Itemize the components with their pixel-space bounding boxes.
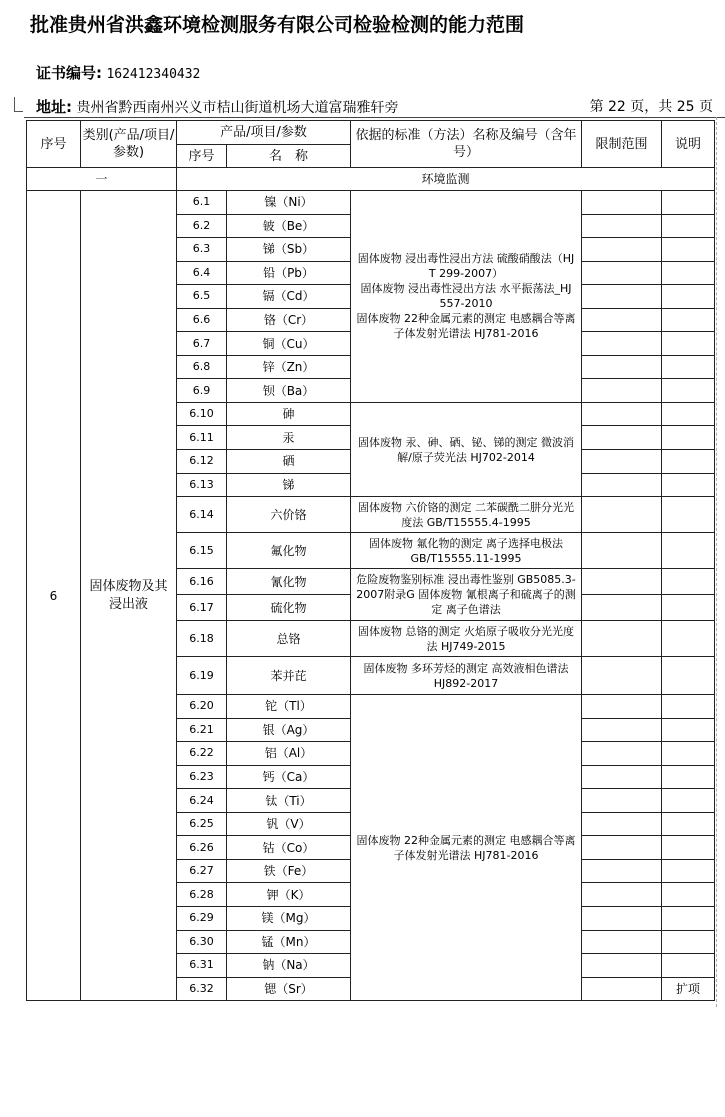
document-title: 批准贵州省洪鑫环境检测服务有限公司检验检测的能力范围 — [30, 14, 525, 36]
item-seq: 6.32 — [177, 977, 227, 1001]
item-name: 钡（Ba） — [227, 379, 351, 403]
item-name: 汞 — [227, 426, 351, 450]
item-name: 氟化物 — [227, 533, 351, 569]
item-seq: 6.31 — [177, 954, 227, 978]
note-cell — [662, 238, 715, 262]
header-sub-seq: 序号 — [177, 145, 227, 168]
note-cell — [662, 789, 715, 813]
group-seq: 6 — [27, 191, 81, 1001]
header-divider — [24, 117, 725, 118]
limit-cell — [582, 285, 662, 309]
item-name: 硒 — [227, 450, 351, 474]
item-seq: 6.29 — [177, 907, 227, 931]
limit-cell — [582, 473, 662, 497]
item-name: 钾（K） — [227, 883, 351, 907]
method-standard: 固体废物 多环芳烃的测定 高效液相色谱法 HJ892-2017 — [351, 657, 582, 695]
limit-cell — [582, 533, 662, 569]
limit-cell — [582, 621, 662, 657]
address — [36, 96, 398, 117]
item-name: 钴（Co） — [227, 836, 351, 860]
note-cell — [662, 379, 715, 403]
method-standard: 固体废物 浸出毒性浸出方法 硫酸硝酸法（HJ T 299-2007） 固体废物 浸出毒性浸出方法 水平振荡法_HJ 557-2010 固体废物 22种金属元素的测定 电感耦合等离子体发射光谱法 HJ781-2016 — [351, 191, 582, 403]
note-cell — [662, 569, 715, 595]
note-cell — [662, 954, 715, 978]
item-name: 锰（Mn） — [227, 930, 351, 954]
certificate-value: 162412340432 — [106, 67, 201, 82]
item-seq: 6.12 — [177, 450, 227, 474]
item-name: 铍（Be） — [227, 214, 351, 238]
limit-cell — [582, 657, 662, 695]
item-name: 镉（Cd） — [227, 285, 351, 309]
limit-cell — [582, 379, 662, 403]
limit-cell — [582, 308, 662, 332]
note-cell — [662, 497, 715, 533]
item-name: 苯并芘 — [227, 657, 351, 695]
limit-cell — [582, 907, 662, 931]
item-name: 铊（Tl） — [227, 695, 351, 719]
item-name: 总铬 — [227, 621, 351, 657]
item-name: 六价铬 — [227, 497, 351, 533]
table-row — [27, 191, 715, 215]
item-name: 锑（Sb） — [227, 238, 351, 262]
limit-cell — [582, 883, 662, 907]
limit-cell — [582, 191, 662, 215]
note-cell — [662, 742, 715, 766]
limit-cell — [582, 930, 662, 954]
note-cell — [662, 355, 715, 379]
note-cell — [662, 657, 715, 695]
item-seq: 6.14 — [177, 497, 227, 533]
note-cell — [662, 332, 715, 356]
item-seq: 6.26 — [177, 836, 227, 860]
item-name: 锌（Zn） — [227, 355, 351, 379]
header-seq: 序号 — [27, 121, 81, 168]
item-seq: 6.23 — [177, 765, 227, 789]
item-seq: 6.20 — [177, 695, 227, 719]
margin-mark — [14, 97, 23, 112]
method-standard: 固体废物 总铬的测定 火焰原子吸收分光光度法 HJ749-2015 — [351, 621, 582, 657]
limit-cell — [582, 332, 662, 356]
item-seq: 6.5 — [177, 285, 227, 309]
limit-cell — [582, 595, 662, 621]
note-cell — [662, 450, 715, 474]
item-name: 钒（V） — [227, 812, 351, 836]
note-cell — [662, 621, 715, 657]
note-cell — [662, 595, 715, 621]
note-cell — [662, 695, 715, 719]
note-cell — [662, 859, 715, 883]
address-label: 地址: — [36, 98, 72, 116]
item-seq: 6.22 — [177, 742, 227, 766]
note-cell — [662, 765, 715, 789]
item-name: 镁（Mg） — [227, 907, 351, 931]
item-name: 锶（Sr） — [227, 977, 351, 1001]
limit-cell — [582, 765, 662, 789]
note-cell — [662, 718, 715, 742]
item-seq: 6.24 — [177, 789, 227, 813]
item-name: 镍（Ni） — [227, 191, 351, 215]
note-cell — [662, 285, 715, 309]
item-seq: 6.17 — [177, 595, 227, 621]
note-cell — [662, 214, 715, 238]
item-seq: 6.19 — [177, 657, 227, 695]
limit-cell — [582, 426, 662, 450]
limit-cell — [582, 812, 662, 836]
method-standard: 固体废物 汞、砷、硒、铋、锑的测定 微波消解/原子荧光法 HJ702-2014 — [351, 402, 582, 496]
header-standard: 依据的标准（方法）名称及编号（含年号） — [351, 121, 582, 168]
method-standard: 固体废物 六价铬的测定 二苯碳酰二肼分光光度法 GB/T15555.4-1995 — [351, 497, 582, 533]
limit-cell — [582, 214, 662, 238]
limit-cell — [582, 261, 662, 285]
item-name: 钠（Na） — [227, 954, 351, 978]
item-seq: 6.1 — [177, 191, 227, 215]
item-seq: 6.11 — [177, 426, 227, 450]
section-title: 环境监测 — [177, 168, 715, 191]
limit-cell — [582, 402, 662, 426]
limit-cell — [582, 977, 662, 1001]
capability-table — [26, 120, 715, 1001]
note-cell — [662, 883, 715, 907]
note-cell — [662, 402, 715, 426]
item-name: 铝（Al） — [227, 742, 351, 766]
note-cell — [662, 191, 715, 215]
note-cell: 扩项 — [662, 977, 715, 1001]
item-name: 硫化物 — [227, 595, 351, 621]
certificate-number — [36, 62, 200, 83]
group-category: 固体废物及其浸出液 — [81, 191, 177, 1001]
item-name: 钛（Ti） — [227, 789, 351, 813]
limit-cell — [582, 569, 662, 595]
limit-cell — [582, 859, 662, 883]
item-name: 铬（Cr） — [227, 308, 351, 332]
item-seq: 6.4 — [177, 261, 227, 285]
item-seq: 6.6 — [177, 308, 227, 332]
item-seq: 6.15 — [177, 533, 227, 569]
note-cell — [662, 533, 715, 569]
method-standard: 危险废物鉴别标准 浸出毒性鉴别 GB5085.3-2007附录G 固体废物 氰根离子和硫离子的测定 离子色谱法 — [351, 569, 582, 621]
note-cell — [662, 426, 715, 450]
item-name: 氰化物 — [227, 569, 351, 595]
item-seq: 6.13 — [177, 473, 227, 497]
note-cell — [662, 812, 715, 836]
item-seq: 6.28 — [177, 883, 227, 907]
limit-cell — [582, 355, 662, 379]
item-seq: 6.21 — [177, 718, 227, 742]
item-seq: 6.2 — [177, 214, 227, 238]
item-name: 钙（Ca） — [227, 765, 351, 789]
limit-cell — [582, 238, 662, 262]
note-cell — [662, 473, 715, 497]
method-standard: 固体废物 22种金属元素的测定 电感耦合等离子体发射光谱法 HJ781-2016 — [351, 695, 582, 1001]
address-value: 贵州省黔西南州兴义市桔山街道机场大道富瑞雅轩旁 — [76, 100, 399, 116]
page-number: 第 22 页，共 25 页 — [589, 99, 713, 115]
certificate-label: 证书编号: — [36, 64, 102, 82]
item-name: 银（Ag） — [227, 718, 351, 742]
item-name: 砷 — [227, 402, 351, 426]
item-seq: 6.10 — [177, 402, 227, 426]
note-cell — [662, 907, 715, 931]
note-cell — [662, 930, 715, 954]
header-product: 产品/项目/参数 — [177, 121, 351, 145]
item-seq: 6.30 — [177, 930, 227, 954]
note-cell — [662, 261, 715, 285]
item-seq: 6.25 — [177, 812, 227, 836]
item-seq: 6.18 — [177, 621, 227, 657]
item-seq: 6.16 — [177, 569, 227, 595]
item-seq: 6.27 — [177, 859, 227, 883]
item-seq: 6.9 — [177, 379, 227, 403]
note-cell — [662, 836, 715, 860]
margin-guide — [716, 117, 718, 1007]
item-name: 锑 — [227, 473, 351, 497]
limit-cell — [582, 695, 662, 719]
limit-cell — [582, 450, 662, 474]
method-standard: 固体废物 氟化物的测定 离子选择电极法 GB/T15555.11-1995 — [351, 533, 582, 569]
item-seq: 6.7 — [177, 332, 227, 356]
limit-cell — [582, 718, 662, 742]
header-note: 说明 — [662, 121, 715, 168]
limit-cell — [582, 836, 662, 860]
item-seq: 6.3 — [177, 238, 227, 262]
limit-cell — [582, 742, 662, 766]
header-category: 类别(产品/项目/参数) — [81, 121, 177, 168]
item-name: 铜（Cu） — [227, 332, 351, 356]
item-seq: 6.8 — [177, 355, 227, 379]
section-seq: 一 — [27, 168, 177, 191]
limit-cell — [582, 954, 662, 978]
header-name: 名 称 — [227, 145, 351, 168]
item-name: 铁（Fe） — [227, 859, 351, 883]
limit-cell — [582, 789, 662, 813]
note-cell — [662, 308, 715, 332]
item-name: 铅（Pb） — [227, 261, 351, 285]
limit-cell — [582, 497, 662, 533]
header-limit: 限制范围 — [582, 121, 662, 168]
